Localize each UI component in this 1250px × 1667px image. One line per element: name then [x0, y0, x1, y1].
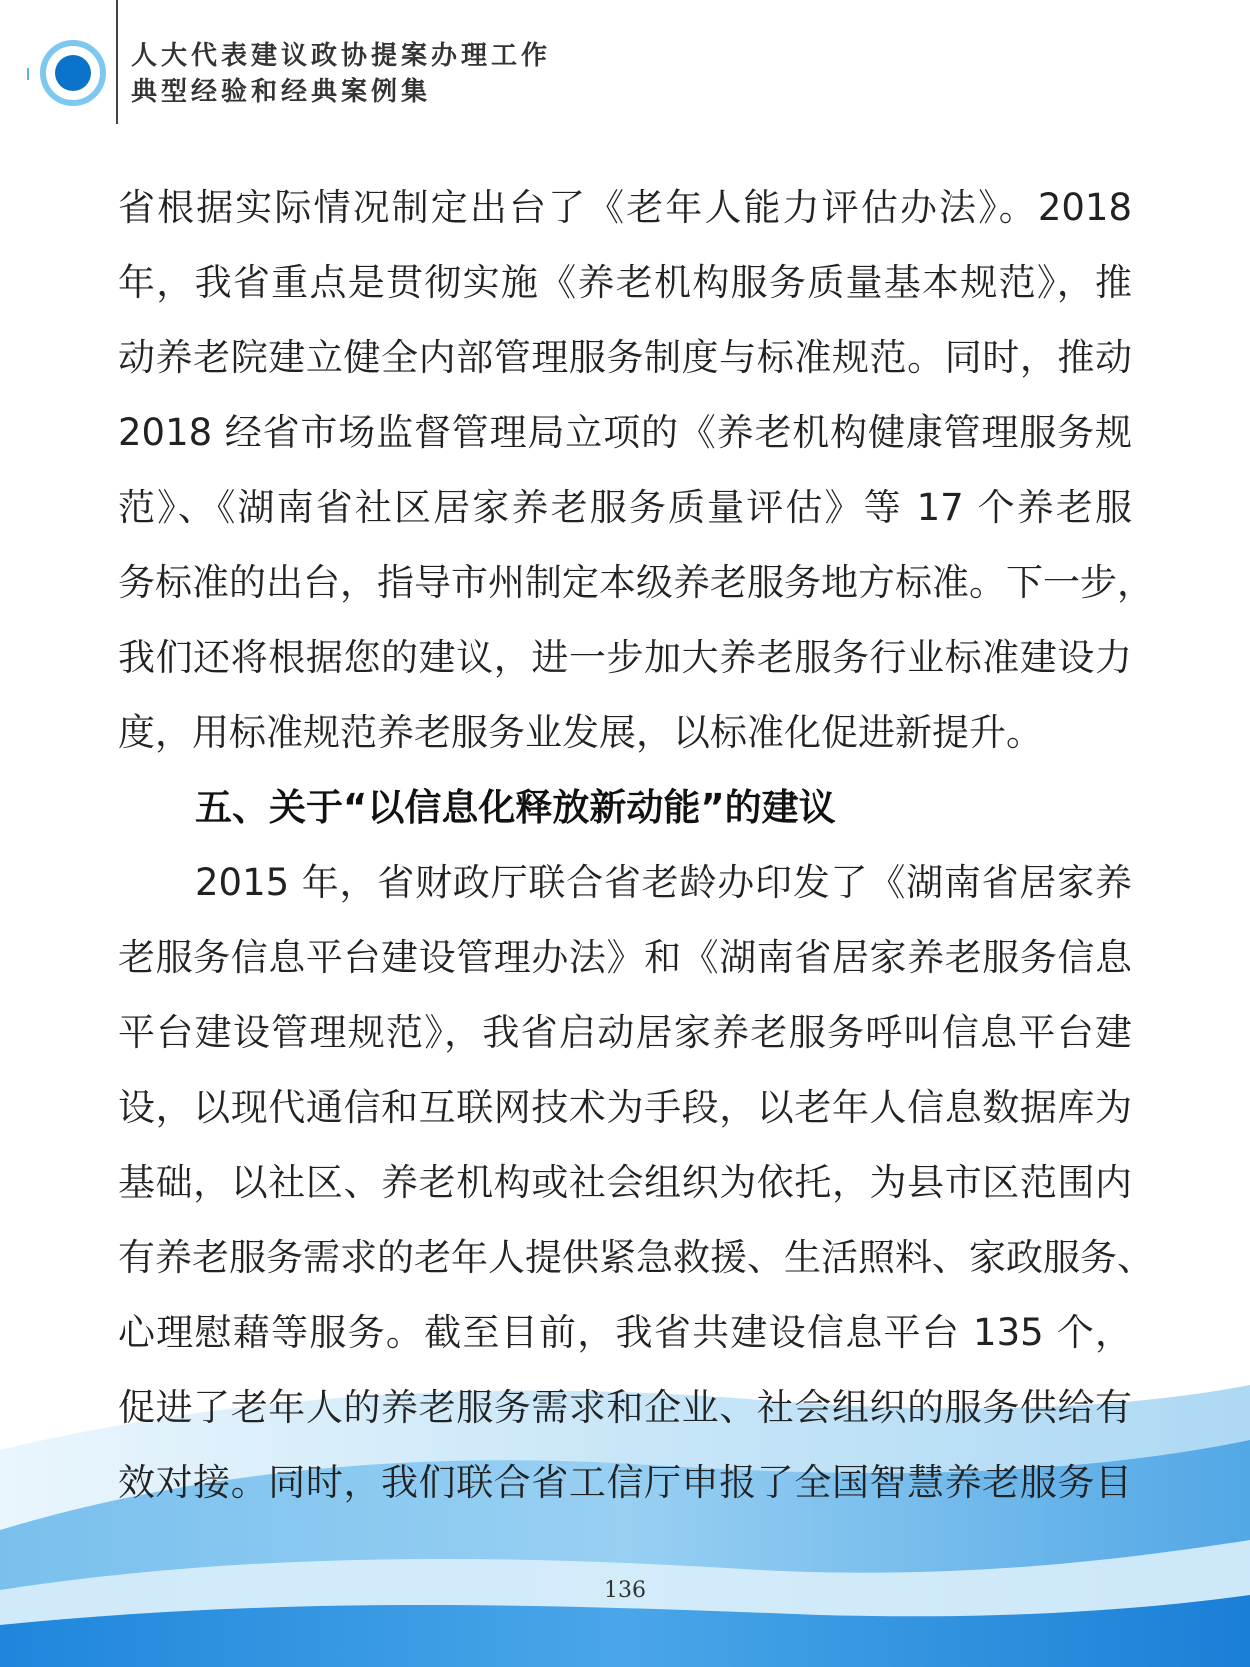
- text-line: 动养老院建立健全内部管理服务制度与标准规范。同时，推动: [118, 336, 1132, 379]
- text-line: 设，以现代通信和互联网技术为手段，以老年人信息数据库为: [118, 1086, 1132, 1129]
- text-line: 促进了老年人的养老服务需求和企业、社会组织的服务供给有: [118, 1386, 1132, 1429]
- text-line: 省根据实际情况制定出台了《老年人能力评估办法》。2018: [118, 186, 1132, 229]
- text-line: 基础，以社区、养老机构或社会组织为依托，为县市区范围内: [118, 1161, 1132, 1204]
- page-number: 136: [604, 1578, 646, 1603]
- header-title: [131, 38, 551, 110]
- header-divider: [116, 0, 118, 124]
- header-title-line-2: 典型经验和经典案例集: [131, 77, 432, 107]
- text-line: 老服务信息平台建设管理办法》和《湖南省居家养老服务信息: [118, 936, 1132, 979]
- text-line: 范》、《湖南省社区居家养老服务质量评估》等 17 个养老服: [118, 486, 1132, 529]
- text-line: 心理慰藉等服务。截至目前，我省共建设信息平台 135 个，: [118, 1311, 1132, 1354]
- text-line: 年，我省重点是贯彻实施《养老机构服务质量基本规范》，推: [118, 261, 1132, 304]
- text-line: 效对接。同时，我们联合省工信厅申报了全国智慧养老服务目: [118, 1461, 1132, 1504]
- header-title-line-1: 人大代表建议政协提案办理工作: [131, 41, 552, 71]
- section-heading: 五、关于“以信息化释放新动能”的建议: [195, 786, 836, 829]
- circle-logo-icon: [40, 40, 106, 106]
- text-line: 有养老服务需求的老年人提供紧急救援、生活照料、家政服务、: [118, 1236, 1154, 1279]
- text-line: 2018 经省市场监督管理局立项的《养老机构健康管理服务规: [118, 411, 1132, 454]
- text-line: 我们还将根据您的建议，进一步加大养老服务行业标准建设力: [118, 636, 1132, 679]
- text-line: 务标准的出台，指导市州制定本级养老服务地方标准。下一步，: [118, 561, 1154, 604]
- body-text: [118, 170, 1154, 1520]
- logo-tick-decoration: [27, 68, 29, 80]
- text-line: 度，用标准规范养老服务业发展，以标准化促进新提升。: [118, 711, 1043, 754]
- page-header: [0, 0, 1250, 125]
- text-line: 平台建设管理规范》，我省启动居家养老服务呼叫信息平台建: [118, 1011, 1132, 1054]
- text-line: 2015 年，省财政厅联合省老龄办印发了《湖南省居家养: [195, 861, 1132, 904]
